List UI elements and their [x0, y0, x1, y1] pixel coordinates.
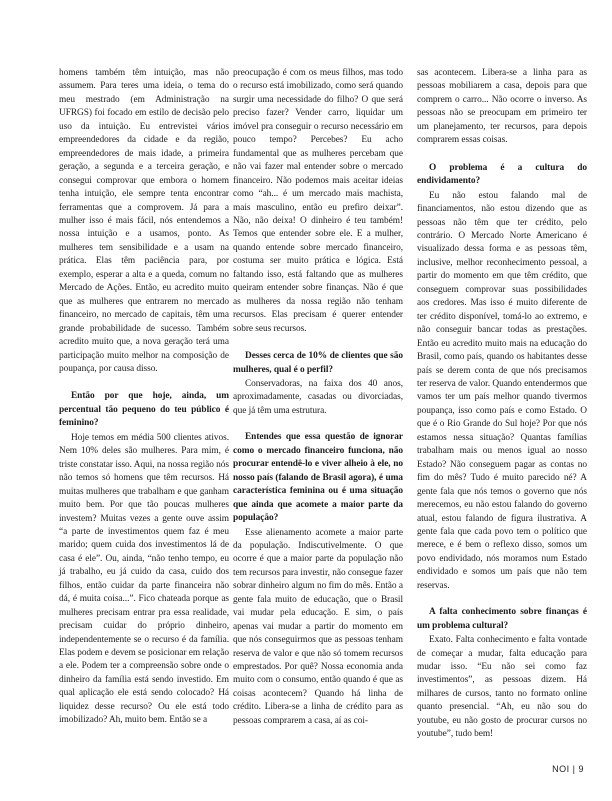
text-column-3 [417, 67, 587, 742]
interview-question: O problema é a cultura do endividamento? [417, 162, 587, 187]
body-paragraph: Esse alienamento acomete a maior parte da população. Indiscutivelmente. O que ocorre é que a maior parte da população não tem recursos para investir, não consegue fazer sobrar dinheiro algum no fim do mês. Então a gente fala muito de educação, que o Brasil vai mudar pela educação. E sim, o país apenas vai mudar a partir do momento em que nós conseguirmos que as pessoas tenham reserva de valor e que não só tomem recursos emprestados. Por quê? Nossa economia anda muito com o consumo, então quando é que as coisas acontecem? Quando há linha de crédito. Libera-se a linha de crédito para as pessoas comprarem a casa, aí as coi- [233, 527, 403, 726]
body-paragraph: Exato. Falta conhecimento e falta vontade de começar a mudar, falta educação para mudar isso. “Eu não sei como faz investimentos”, as pessoas dizem. Há milhares de cursos, tanto no formato online quanto presencial. “Ah, eu não sou do youtube, eu não gosto de procurar cursos no youtube”, tudo bem! [417, 635, 587, 740]
body-paragraph: Conservadoras, na faixa dos 40 anos, aproximadamente, casadas ou divorciadas, que já têm uma estrutura. [233, 378, 403, 416]
body-paragraph: sas acontecem. Libera-se a linha para as pessoas mobiliarem a casa, depois para que comprem o carro... Não ocorre o inverso. As pessoas não se preocupam em primeiro ter um planejamento, ter recursos, para depois comprarem essas coisas. [417, 68, 587, 146]
interview-question: Entendes que essa questão de ignorar como o mercado financeiro funciona, não procurar entendê-lo e viver alheio à ele, no nosso país (falando de Brasil agora), é uma característica feminina ou é uma situação que ainda que acomete a maior parte da população? [233, 432, 403, 524]
interview-question: Desses cerca de 10% de clientes que são mulheres, qual é o perfil? [233, 351, 403, 375]
body-paragraph: preocupação é com os meus filhos, mas todo o recurso está imobilizado, como será quando surgir uma necessidade do filho? O que será preciso fazer? Vender carro, liquidar um imóvel pra conseguir o recurso necessário em pouco tempo? Percebes? Eu acho fundamental que as mulheres percebam que não vai fazer mal entender sobre o mercado financeiro. Não podemos mais aceitar ideias como “ah... é um mercado mais machista, mais masculino, então eu prefiro deixar”. Não, não deixa! O dinheiro é teu também! Temos que entender sobre ele. E a mulher, quando entende sobre mercado financeiro, costuma ser muito prática e lógica. Está faltando isso, está faltando que as mulheres queiram entender sobre finanças. Não é que as mulheres da nossa região não tenham recursos. Elas precisam é querer entender sobre seus recursos. [233, 68, 403, 334]
body-paragraph: homens também têm intuição, mas não assumem. Para teres uma ideia, o tema do meu mestrado (em Administração na UFRGS) foi focado em estilo de decisão pelo uso da intuição. Eu entrevistei vários empreendedores da cidade e da região, empreendedores de mais idade, a primeira geração, a segunda e a terceira geração, e consegui comprovar que embora o homem tenha intuição, ele sempre tenta encontrar ferramentas que a comprovem. Já para a mulher isso é mais fácil, nós entendemos a nossa intuição e a usamos, ponto. As mulheres tem sensibilidade e a usam na prática. Elas têm paciência para, por exemplo, esperar a alta e a queda, comum no Mercado de Ações. Então, eu acredito muito que as mulheres que entrarem no mercado financeiro, no mercado de capitais, têm uma grande probabilidade de sucesso. Também acredito muito que, a nova geração terá uma participação muito melhor na composição de poupança, por causa disso. [59, 68, 229, 374]
body-paragraph: Hoje temos em média 500 clientes ativos. Nem 10% deles são mulheres. Para mim, é triste constatar isso. Aqui, na nossa região nós não temos só homens que têm recursos. Há muitas mulheres que trabalham e que ganham muito bem. Por que tão poucas mulheres investem? Muitas vezes a gente ouve assim “a parte de investimentos quem faz é meu marido; quem cuida dos investimentos lá de casa é ele”. Ou, ainda, “não tenho tempo, eu já trabalho, eu já cuido da casa, cuido dos filhos, então cuidar da parte financeira não dá, é muita coisa...”. Fico chateada porque as mulheres precisam entrar pra essa realidade, precisam cuidar do próprio dinheiro, independentemente se o recurso é da família. Elas podem e devem se posicionar em relação a ele. Podem ter a compreensão sobre onde o dinheiro da família está sendo investido. Em qual aplicação ele está sendo colocado? Há liquidez desse recurso? Ou ele está todo imobilizado? Ah, muito bem. Então se a [59, 432, 229, 726]
body-paragraph: Eu não estou falando mal de financiamentos, não estou dizendo que as pessoas não têm que ter crédito, pelo contrário. O Mercado Norte Americano é visualizado dessa forma e as pessoas têm, inclusive, melhor reconhecimento pessoal, a partir do momento em que têm crédito, que conseguem comprovar suas possibilidades aos credores. Mas isso é muito diferente de ter crédito disponível, tomá-lo ao extremo, e não conseguir bancar todas as prestações. Então eu acredito muito mais na educação do Brasil, como país, quando os habitantes desse país se derem conta de que nós precisamos ter reserva de valor. Quando entendermos que vamos ter um país melhor quando tivermos poupança, isso como país e como Estado. O que é o Rio Grande do Sul hoje? Por que nós estamos nessa situação? Quantas famílias trabalham mais ou menos igual ao nosso Estado? Não conseguem pagar as contas no fim do mês? Tudo é muito parecido né? A gente fala que nós temos o governo que nós merecemos, eu não estou falando do governo atual, estou falando de figura ilustrativa. A gente fala que cada povo tem o político que merece, e é bem o reflexo disso, somos um povo endividado, nós moramos num Estado endividado e somos um país que não tem reservas. [417, 190, 587, 591]
text-column-1 [59, 67, 229, 728]
page-folio: NOI | 9 [552, 764, 584, 774]
interview-question: A falta conhecimento sobre finanças é um problema cultural? [417, 607, 587, 631]
interview-question: Então por que hoje, ainda, um percentual tão pequeno do teu público é feminino? [59, 391, 229, 429]
text-column-2 [233, 67, 403, 728]
